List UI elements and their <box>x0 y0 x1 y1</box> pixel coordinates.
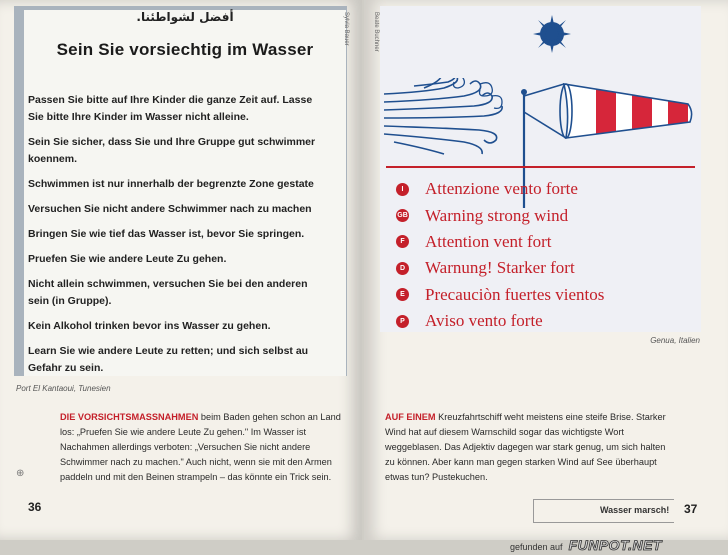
sign-line: Nicht allein schwimmen, versuchen Sie bei den anderen <box>28 278 308 290</box>
wind-swirl-icon <box>384 78 519 158</box>
warning-sign <box>24 10 346 376</box>
language-badge: F <box>396 235 409 248</box>
photo-credit-left: Sylvia Bauer <box>343 12 349 46</box>
language-badge: I <box>396 183 409 196</box>
language-badge: GB <box>396 209 409 222</box>
warning-text: Warnung! Starker fort <box>425 258 575 278</box>
sign-heading: Sein Sie vorsiechtig im Wasser <box>56 40 314 59</box>
sign-line: Pruefen Sie wie andere Leute Zu gehen. <box>28 253 227 265</box>
photo-credit-right: Beate Buchner <box>373 12 379 52</box>
body-text-left <box>60 410 350 485</box>
sign-divider <box>386 166 695 168</box>
body-lead-right: AUF EINEM <box>385 412 436 422</box>
sign-arabic-header: أفضل لشواطئنا. <box>136 10 234 24</box>
sign-line: Gefahr zu sein. <box>28 362 104 374</box>
sign-line: Sie bitte Ihre Kinder im Wasser nicht alleine. <box>28 111 249 123</box>
body-paragraph-right: Kreuzfahrtschiff weht meistens eine steife Brise. Starker Wind hat auf diesem Warnschild sogar das wichtigste Wort weggeblasen. Das Adjektiv dagegen war stark genug, um sich halten zu können. Aber kann man gegen starken Wind auf See überhaupt etwas tun? Pustekuchen. <box>385 412 666 482</box>
warning-row <box>396 202 604 228</box>
warning-row <box>396 308 604 334</box>
sign-line: Bringen Sie wie tief das Wasser ist, bevor Sie springen. <box>28 228 305 240</box>
compass-logo-icon <box>532 14 572 54</box>
windsock-icon <box>520 82 695 142</box>
warning-row <box>396 176 604 202</box>
sign-line: Schwimmen ist nur innerhalb der begrenzte Zone gestate <box>28 178 314 190</box>
watermark <box>510 537 662 553</box>
page-number-right: 37 <box>684 502 698 516</box>
warning-text: Precauciòn fuertes vientos <box>425 284 605 304</box>
photo-caption-left: Port El Kantaoui, Tunesien <box>16 384 111 393</box>
sign-line: koennem. <box>28 153 78 165</box>
photo-caption-right: Genua, Italien <box>650 336 700 345</box>
sign-line: Passen Sie bitte auf Ihre Kinder die ganze Zeit auf. Lasse <box>28 94 313 106</box>
watermark-brand: FUNPOT.NET <box>568 537 662 553</box>
body-paragraph-left: beim Baden gehen schon an Land los: „Pruefen Sie wie andere Leute Zu gehen." Im Wasser ist Nachahmen allerdings verboten: „Versuchen Sie nicht andere Schwimmer nach zu machen." Auch nicht, wenn sie mit den Armen paddeln und mit den Beinen strampeln – das könnte ein Trick sein. <box>60 412 341 482</box>
sign-line: Learn Sie wie andere Leute zu retten; und sich selbst au <box>28 345 309 357</box>
language-badge: D <box>396 262 409 275</box>
warning-list <box>396 176 604 334</box>
language-badge: E <box>396 288 409 301</box>
warning-row <box>396 229 604 255</box>
language-badge: P <box>396 315 409 328</box>
warning-sign-photo <box>14 6 347 376</box>
warning-text: Aviso vento forte <box>425 311 543 331</box>
warning-row <box>396 255 604 281</box>
sign-line: Kein Alkohol trinken bevor ins Wasser zu gehen. <box>28 320 271 332</box>
watermark-prefix: gefunden auf <box>510 542 563 552</box>
body-lead-left: DIE VORSICHTSMASSNAHMEN <box>60 412 199 422</box>
warning-text: Warning strong wind <box>425 205 569 225</box>
warning-row <box>396 282 604 308</box>
running-head: Wasser marsch! <box>600 505 670 515</box>
bookmark-icon: ⊕ <box>16 468 25 479</box>
sign-line: Versuchen Sie nicht andere Schwimmer nach zu machen <box>28 203 312 215</box>
warning-text: Attention vent fort <box>425 231 552 251</box>
sign-text-block <box>28 92 346 376</box>
page-number-left: 36 <box>28 500 42 514</box>
body-text-right <box>385 410 675 485</box>
sign-line: sein (in Gruppe). <box>28 295 112 307</box>
sign-line: Sein Sie sicher, dass Sie und Ihre Gruppe gut schwimmer <box>28 136 316 148</box>
warning-text: Attenzione vento forte <box>425 179 578 199</box>
